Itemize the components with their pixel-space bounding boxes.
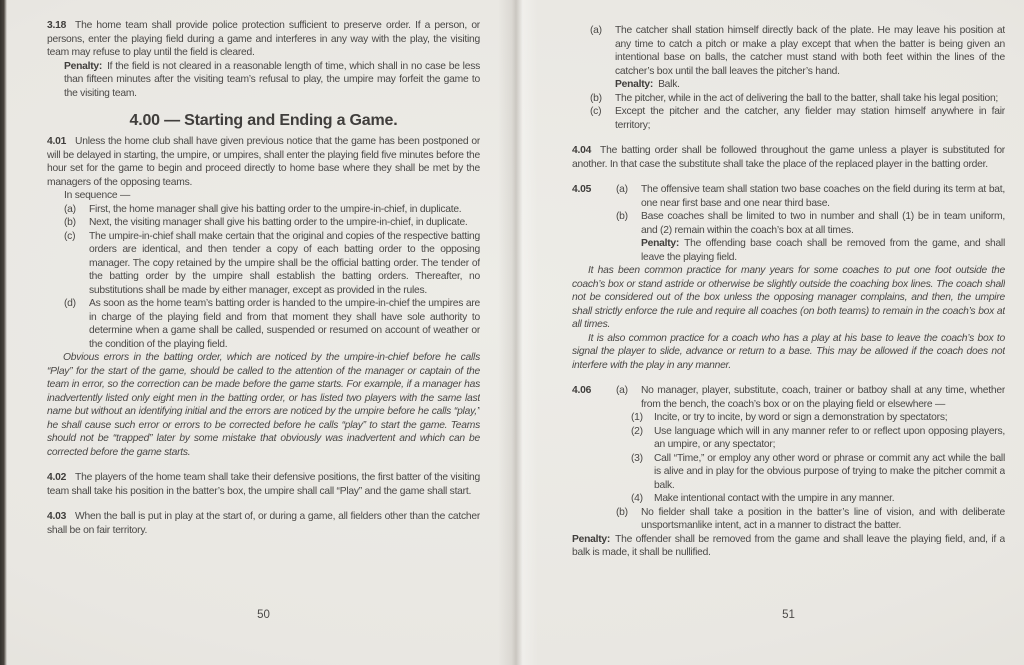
penalty-text: The offending base coach shall be removed from the game, and shall leave the playing field. — [641, 238, 1005, 263]
rule-number: 4.05 — [572, 184, 592, 195]
rule-4-02 — [47, 471, 480, 498]
rule-number: 4.01 — [47, 136, 67, 147]
in-sequence-line: In sequence — — [64, 190, 131, 201]
list-item-text: Call “Time,” or employ any other word or phrase or commit any act while the ball is alive and in play for the obvious purpose of trying to make the pitcher commit a balk. — [654, 452, 1005, 491]
sub-list-item — [631, 411, 1005, 425]
list-item-text: The pitcher, while in the act of delivering the ball to the batter, shall take his legal position; — [615, 92, 999, 104]
list-item-text: Incite, or try to incite, by word or sign a demonstration by spectators; — [654, 412, 948, 423]
list-item-text: The offensive team shall station two base coaches on the field during its term at bat, one near first base and one near third base. — [641, 184, 1005, 209]
list-item-label: (c) — [590, 106, 602, 117]
list-item-text: Use language which will in any manner refer to or reflect upon opposing players, an umpire, or any spectator; — [654, 425, 1005, 450]
list-item — [616, 384, 1005, 411]
penalty-label: Penalty: — [64, 60, 103, 72]
list-item-body — [641, 210, 1005, 264]
rule-4-03 — [47, 510, 480, 537]
list-item-label: (a) — [590, 25, 602, 36]
rule-3-18 — [47, 19, 480, 60]
list-item-label: (3) — [631, 452, 643, 464]
penalty-label: Penalty: — [615, 79, 654, 90]
list-item-label: (b) — [590, 92, 602, 104]
list-item-label: (a) — [616, 184, 628, 195]
rule-number: 3.18 — [47, 20, 67, 31]
rule-content — [616, 183, 1005, 264]
sequence-list — [64, 203, 480, 352]
rule-4-06 — [572, 384, 1005, 533]
list-item-label: (b) — [64, 217, 76, 228]
scan-left-edge — [0, 0, 7, 665]
sub-list-item — [631, 492, 1005, 506]
section-heading-4-00: 4.00 — Starting and Ending a Game. — [129, 112, 398, 129]
rule-text: The home team shall provide police protection sufficient to preserve order. If a person, or persons, enter the playing field during a game and interferes in any way with the play, the visiting team may refuse to play until the field is cleared. — [47, 20, 480, 58]
penalty-balk — [615, 78, 1005, 92]
list-item-text: As soon as the home team’s batting order is handed to the umpire-in-chief the umpires are in charge of the playing field and from that moment they shall have sole authority to determine when a game shall be called, suspended or resumed on account of weather or the condition of the playing field. — [89, 298, 480, 350]
list-item-label: (b) — [616, 506, 628, 518]
list-item — [616, 210, 1005, 264]
page-50 — [47, 19, 480, 607]
list-item — [590, 24, 1005, 92]
page-number-right: 51 — [782, 609, 795, 621]
list-item-label: (b) — [616, 211, 628, 222]
penalty-4-05 — [641, 237, 1005, 264]
rule-4-04 — [572, 144, 1005, 171]
list-item-label: (2) — [631, 425, 643, 437]
rule-text: When the ball is put in play at the start of, or during a game, all fielders other than the catcher shall be on fair territory. — [47, 511, 480, 536]
penalty-text: The offender shall be removed from the game and shall leave the playing field, and, if a balk is made, it shall be nullified. — [572, 533, 1005, 558]
list-item-label: (4) — [631, 493, 643, 504]
sub-list-item — [631, 452, 1005, 493]
fielder-position-list — [590, 24, 1005, 132]
list-item — [64, 230, 480, 298]
page-51 — [572, 24, 1005, 612]
penalty-label: Penalty: — [641, 238, 680, 249]
penalty-text: Balk. — [658, 79, 680, 90]
rule-number: 4.06 — [572, 385, 592, 396]
list-item — [64, 203, 480, 217]
list-item-label: (a) — [64, 203, 76, 215]
rule-4-01 — [47, 135, 480, 189]
list-item-text: The umpire-in-chief shall make certain that the original and copies of the respective batting orders are identical, and then tender a copy of each batting order to the opposing manager. The copy retained by the umpire shall be the official batting order. The tender of the batting order by the umpire shall establish the batting orders. Thereafter, no substitutions shall be made by either manager, except as provided in the rules. — [89, 230, 480, 296]
list-item — [64, 297, 480, 351]
list-item-label: (1) — [631, 412, 643, 423]
rule-number: 4.03 — [47, 511, 67, 522]
casebook-comment: Obvious errors in the batting order, which are noticed by the umpire-in-chief before he calls “Play” for the start of the game, should be called to the attention of the manager or captain of the team in error, so the correction can be made before the game starts. For example, if a manager has inadvertently listed only eight men in the batting order, or has listed two players with the same last name but without an identifying initial and the errors are noticed by the umpire before he calls “play,” he shall cause such error or errors to be corrected before he calls “play” to start the game. Teams should not be “trapped” later by some mistake that obviously was inadvertent and which can be corrected before the game starts. — [47, 352, 480, 458]
rule-text: Unless the home club shall have given previous notice that the game has been postponed or will be delayed in starting, the umpire, or umpires, shall enter the playing field five minutes before the hour set for the game to begin and proceed directly to home base where they shall be met by the managers of the opposing teams. — [47, 136, 480, 188]
penalty-3-18 — [64, 60, 480, 101]
list-item-label: (a) — [616, 385, 628, 396]
penalty-4-06 — [572, 533, 1005, 560]
rule-content — [616, 384, 1005, 533]
list-item — [616, 183, 1005, 210]
list-item — [590, 105, 1005, 132]
list-item-text: No manager, player, substitute, coach, trainer or batboy shall at any time, whether from the bench, the coach’s box or on the playing field or elsewhere — — [641, 385, 1005, 410]
rule-4-05 — [572, 183, 1005, 264]
penalty-label: Penalty: — [572, 533, 611, 545]
rule-number: 4.02 — [47, 472, 67, 483]
list-item-text: Make intentional contact with the umpire in any manner. — [654, 493, 895, 504]
list-item-text: No fielder shall take a position in the batter’s line of vision, and with deliberate unsportsmanlike intent, act in a manner to distract the batter. — [641, 506, 1005, 531]
page-gutter-shadow — [498, 0, 538, 665]
casebook-comment: It has been common practice for many years for some coaches to put one foot outside the coach’s box or stand astride or otherwise be slightly outside the coaching box lines. The coach shall not be considered out of the box unless the opposing manager complains, and then, the umpire shall strictly enforce the rule and require all coaches (on both teams) to remain in the coach’s box at all times. — [572, 265, 1005, 330]
penalty-text: If the field is not cleared in a reasonable length of time, which shall in no case be less than fifteen minutes after the visiting team’s refusal to play, the umpire may forfeit the game to the visiting team. — [64, 60, 480, 99]
list-item-text: Except the pitcher and the catcher, any fielder may station himself anywhere in fair territory; — [615, 106, 1005, 131]
list-item-label: (c) — [64, 230, 76, 242]
list-item-text: Next, the visiting manager shall give his batting order to the umpire-in-chief, in duplicate. — [89, 217, 468, 228]
list-item-label: (d) — [64, 298, 76, 309]
rule-number: 4.04 — [572, 145, 592, 156]
page-number-left: 50 — [257, 609, 270, 621]
list-item — [616, 506, 1005, 533]
list-item-text: First, the home manager shall give his batting order to the umpire-in-chief, in duplicate. — [89, 203, 462, 215]
list-item-body — [615, 24, 1005, 92]
list-item-text: Base coaches shall be limited to two in number and shall (1) be in team uniform, and (2) remain within the coach’s box at all times. — [641, 211, 1005, 236]
list-item-text: The catcher shall station himself directly back of the plate. He may leave his position at any time to catch a pitch or make a play except that when the batter is being given an intentional base on balls, the catcher must stand with both feet within the lines of the catcher’s box until the ball leaves the pitcher’s hand. — [615, 25, 1005, 77]
list-item — [590, 92, 1005, 106]
list-item — [64, 216, 480, 230]
sub-list-item — [631, 425, 1005, 452]
rule-text: The players of the home team shall take their defensive positions, the first batter of the visiting team shall take his position in the batter’s box, the umpire shall call “Play” and the game shall start. — [47, 472, 480, 497]
casebook-comment: It is also common practice for a coach who has a play at his base to leave the coach’s box to signal the player to slide, advance or return to a base. This may be allowed if the coach does not interfere with the play in any manner. — [572, 332, 1005, 371]
rule-text: The batting order shall be followed throughout the game unless a player is substituted for another. In that case the substitute shall take the place of the replaced player in the batting order. — [572, 145, 1005, 170]
